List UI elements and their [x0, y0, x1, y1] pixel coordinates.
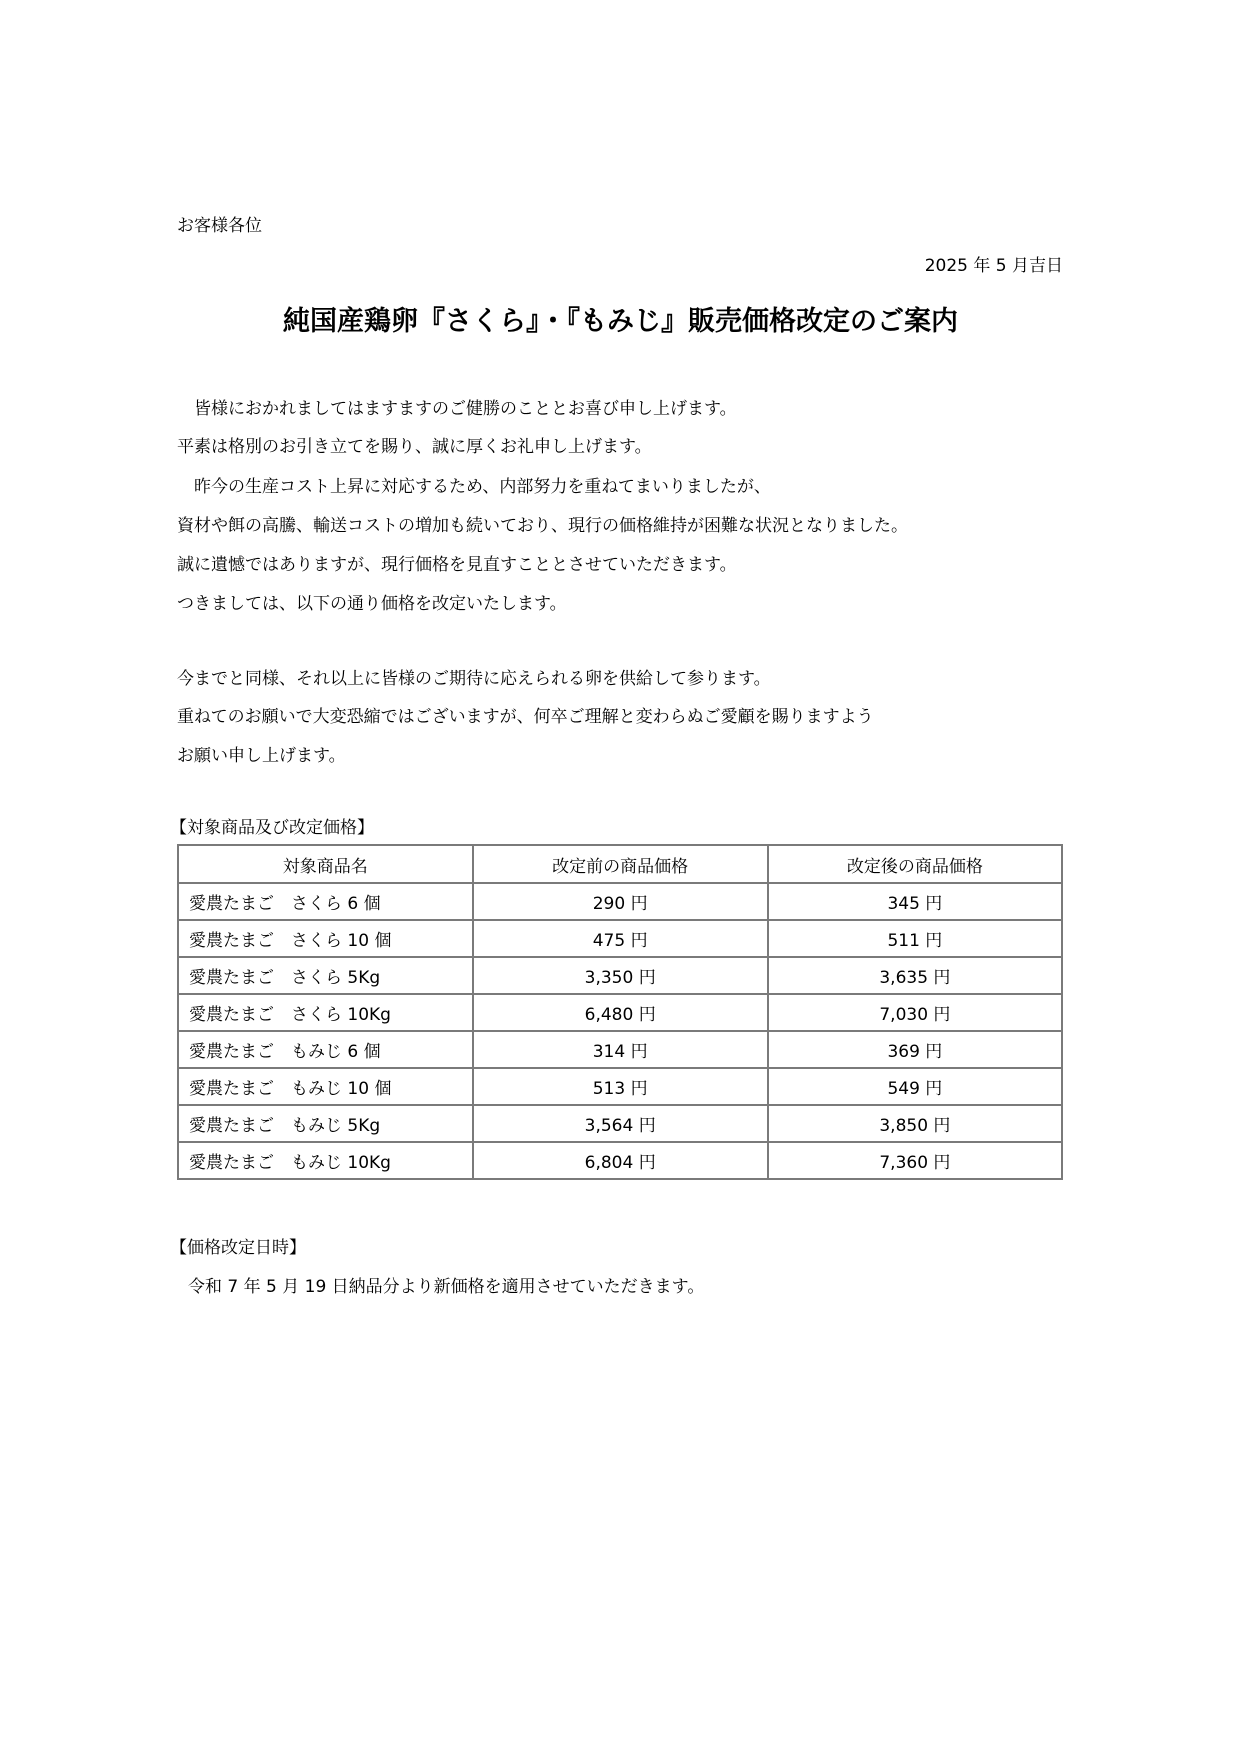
price-before: 314 円 [473, 1031, 768, 1068]
product-name: 愛農たまご もみじ 5Kg [178, 1105, 473, 1142]
addressee: お客様各位 [177, 216, 262, 236]
price-after: 7,030 円 [768, 994, 1062, 1031]
table-caption: 【対象商品及び改定価格】 [170, 818, 374, 838]
table-header-row [178, 845, 1062, 883]
product-name: 愛農たまご さくら 10 個 [178, 920, 473, 957]
product-name: 愛農たまご もみじ 10 個 [178, 1068, 473, 1105]
product-name: 愛農たまご もみじ 6 個 [178, 1031, 473, 1068]
product-name: 愛農たまご さくら 6 個 [178, 883, 473, 920]
price-before: 3,350 円 [473, 957, 768, 994]
price-after: 369 円 [768, 1031, 1062, 1068]
price-before: 6,804 円 [473, 1142, 768, 1179]
document-title: 純国産鶏卵『さくら』・『もみじ』販売価格改定のご案内 [283, 306, 958, 337]
header-price-before: 改定前の商品価格 [473, 845, 768, 883]
table-row [178, 994, 1062, 1031]
price-after: 3,850 円 [768, 1105, 1062, 1142]
table-row [178, 957, 1062, 994]
product-name: 愛農たまご さくら 5Kg [178, 957, 473, 994]
price-before: 3,564 円 [473, 1105, 768, 1142]
document-date: 2025 年 5 月吉日 [924, 256, 1063, 276]
price-before: 513 円 [473, 1068, 768, 1105]
price-after: 7,360 円 [768, 1142, 1062, 1179]
price-after: 3,635 円 [768, 957, 1062, 994]
paragraph-line: 今までと同様、それ以上に皆様のご期待に応えられる卵を供給して参ります。 [177, 669, 771, 689]
effective-date-caption: 【価格改定日時】 [170, 1238, 306, 1258]
effective-date-text: 令和 7 年 5 月 19 日納品分より新価格を適用させていただきます。 [188, 1277, 705, 1297]
paragraph-line: 皆様におかれましてはますますのご健勝のこととお喜び申し上げます。 [177, 399, 737, 419]
table-row [178, 1142, 1062, 1179]
header-price-after: 改定後の商品価格 [768, 845, 1062, 883]
price-before: 475 円 [473, 920, 768, 957]
price-after: 511 円 [768, 920, 1062, 957]
paragraph-line: 昨今の生産コスト上昇に対応するため、内部努力を重ねてまいりましたが、 [177, 477, 771, 497]
paragraph-line: 資材や餌の高騰、輸送コストの増加も続いており、現行の価格維持が困難な状況となりました。 [177, 516, 908, 536]
product-name: 愛農たまご さくら 10Kg [178, 994, 473, 1031]
price-after: 549 円 [768, 1068, 1062, 1105]
price-before: 6,480 円 [473, 994, 768, 1031]
paragraph-line: お願い申し上げます。 [177, 746, 346, 766]
price-after: 345 円 [768, 883, 1062, 920]
paragraph-line: つきましては、以下の通り価格を改定いたします。 [177, 594, 567, 614]
table-row [178, 920, 1062, 957]
table-row [178, 883, 1062, 920]
paragraph-line: 誠に遺憾ではありますが、現行価格を見直すこととさせていただきます。 [177, 555, 737, 575]
price-table [177, 844, 1063, 1180]
table-row [178, 1068, 1062, 1105]
product-name: 愛農たまご もみじ 10Kg [178, 1142, 473, 1179]
price-before: 290 円 [473, 883, 768, 920]
header-product-name: 対象商品名 [178, 845, 473, 883]
table-row [178, 1105, 1062, 1142]
paragraph-line: 平素は格別のお引き立てを賜り、誠に厚くお礼申し上げます。 [177, 437, 652, 457]
table-row [178, 1031, 1062, 1068]
paragraph-line: 重ねてのお願いで大変恐縮ではございますが、何卒ご理解と変わらぬご愛顧を賜りますよう [177, 707, 874, 727]
